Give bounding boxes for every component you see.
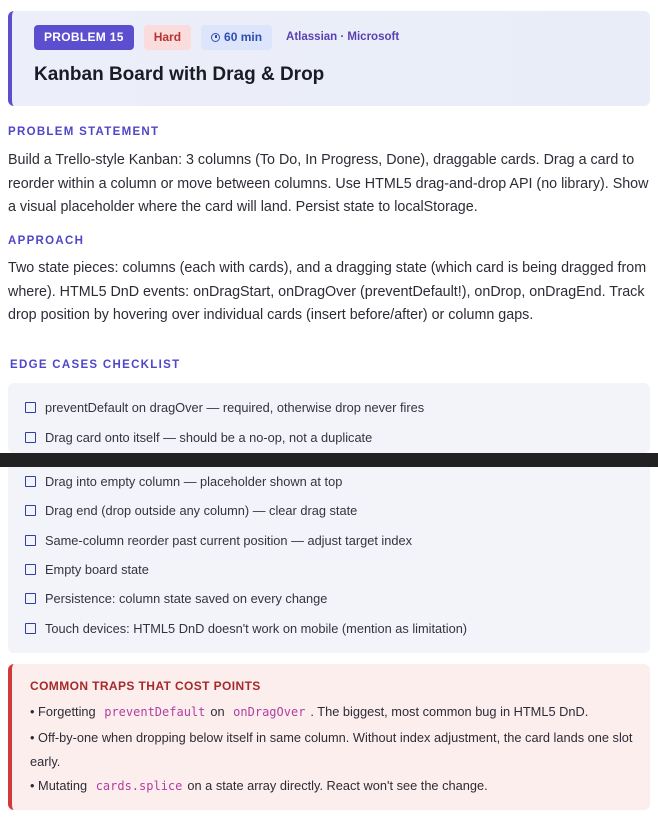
code-snippet: onDragOver xyxy=(233,705,306,719)
trap-item: • Off-by-one when dropping below itself in same column. Without index adjustment, the card lands one slot early. xyxy=(30,730,633,769)
checkbox[interactable] xyxy=(25,505,36,516)
checklist-item[interactable]: Same-column reorder past current position — adjust target index xyxy=(25,533,412,548)
checklist-item[interactable]: preventDefault on dragOver — required, otherwise drop never fires xyxy=(25,400,424,415)
code-snippet: preventDefault xyxy=(104,705,206,719)
companies-label: Atlassian · Microsoft xyxy=(286,31,400,43)
screenshot-seam xyxy=(0,453,658,467)
checkbox[interactable] xyxy=(25,623,36,634)
trap-item: • Mutating cards.splice on a state array directly. React won't see the change. xyxy=(30,778,488,793)
checklist-item[interactable]: Drag end (drop outside any column) — clear drag state xyxy=(25,503,357,518)
checklist-item[interactable]: Drag card onto itself — should be a no-op, not a duplicate xyxy=(25,430,372,445)
clock-icon xyxy=(211,33,220,42)
problem-number-badge: PROBLEM 15 xyxy=(34,25,134,50)
checkbox[interactable] xyxy=(25,535,36,546)
problem-header xyxy=(8,11,650,106)
trap-item: • Forgetting preventDefault on onDragOver . The biggest, most common bug in HTML5 DnD. xyxy=(30,704,589,719)
common-traps-heading: COMMON TRAPS THAT COST POINTS xyxy=(30,679,261,693)
edge-cases-checklist-top xyxy=(8,383,650,453)
approach-heading: APPROACH xyxy=(8,235,85,247)
badge-row xyxy=(34,25,419,50)
approach-text: Two state pieces: columns (each with cards), and a dragging state (which card is being dragged from where). HTML5 DnD events: onDragStart, onDragOver (preventDefault!), onDrop, onDragEnd. Track drop position by hovering over individual cards (insert before/after) or column gaps. xyxy=(8,260,647,323)
page-title: Kanban Board with Drag & Drop xyxy=(34,64,325,85)
checkbox[interactable] xyxy=(25,564,36,575)
time-label: 60 min xyxy=(224,30,263,44)
checkbox[interactable] xyxy=(25,593,36,604)
checklist-item[interactable]: Touch devices: HTML5 DnD doesn't work on mobile (mention as limitation) xyxy=(25,621,467,636)
difficulty-badge: Hard xyxy=(144,25,191,50)
edge-cases-checklist-bottom xyxy=(8,467,650,653)
problem-statement-heading: PROBLEM STATEMENT xyxy=(8,126,160,138)
checkbox[interactable] xyxy=(25,476,36,487)
checkbox[interactable] xyxy=(25,432,36,443)
problem-statement-text: Build a Trello-style Kanban: 3 columns (To Do, In Progress, Done), draggable cards. Drag a card to reorder within a column or move between columns. Use HTML5 drag-and-drop API (no library). Show a visual placeholder where the card will land. Persist state to localStorage. xyxy=(8,152,649,215)
checklist-item[interactable]: Empty board state xyxy=(25,562,149,577)
code-snippet: cards.splice xyxy=(95,779,183,793)
edge-cases-heading: EDGE CASES CHECKLIST xyxy=(10,359,181,371)
time-badge xyxy=(201,25,272,50)
checklist-item[interactable]: Drag into empty column — placeholder shown at top xyxy=(25,474,342,489)
common-traps-callout xyxy=(8,664,650,810)
checklist-item[interactable]: Persistence: column state saved on every change xyxy=(25,591,327,606)
checkbox[interactable] xyxy=(25,402,36,413)
